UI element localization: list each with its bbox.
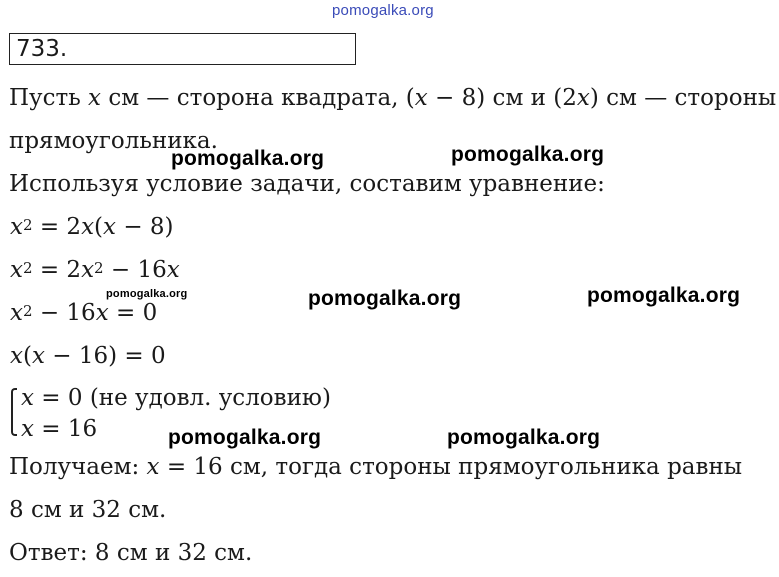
result-line-1: Получаем: x = 16 см, тогда стороны прямоугольника равны bbox=[9, 454, 743, 480]
equation-2: $x^2 = 2x^2 - 16x$ bbox=[10, 257, 180, 283]
equation-4: x(x − 16) = 0 bbox=[10, 343, 166, 369]
equation-3: $x^2 - 16x = 0$ bbox=[10, 300, 158, 326]
watermark-3: pomogalka.org bbox=[308, 287, 462, 310]
watermark-2: pomogalka.org bbox=[451, 143, 605, 166]
text-line-3: Используя условие задачи, составим уравнение: bbox=[9, 171, 605, 197]
watermark-small: pomogalka.org bbox=[106, 288, 188, 300]
text-line-1: Пусть x см — сторона квадрата, (x − 8) см и (2x) см — стороны bbox=[9, 85, 777, 111]
watermark-top: pomogalka.org bbox=[332, 2, 434, 19]
watermark-1: pomogalka.org bbox=[171, 147, 325, 170]
watermark-5: pomogalka.org bbox=[168, 426, 322, 449]
case-line-2: x = 16 bbox=[21, 416, 98, 442]
result-line-2: 8 см и 32 см. bbox=[9, 497, 167, 523]
watermark-6: pomogalka.org bbox=[447, 426, 601, 449]
case-line-1: x = 0 (не удовл. условию) bbox=[21, 385, 331, 411]
answer-line: Ответ: 8 см и 32 см. bbox=[9, 540, 253, 566]
problem-number: 733. bbox=[16, 36, 68, 62]
text-line-2: прямоугольника. bbox=[9, 128, 218, 154]
problem-number-box bbox=[9, 33, 356, 65]
watermark-4: pomogalka.org bbox=[587, 284, 741, 307]
equation-1: $x^2 = 2x(x - 8)$ bbox=[10, 214, 174, 240]
system-bracket bbox=[11, 388, 17, 436]
